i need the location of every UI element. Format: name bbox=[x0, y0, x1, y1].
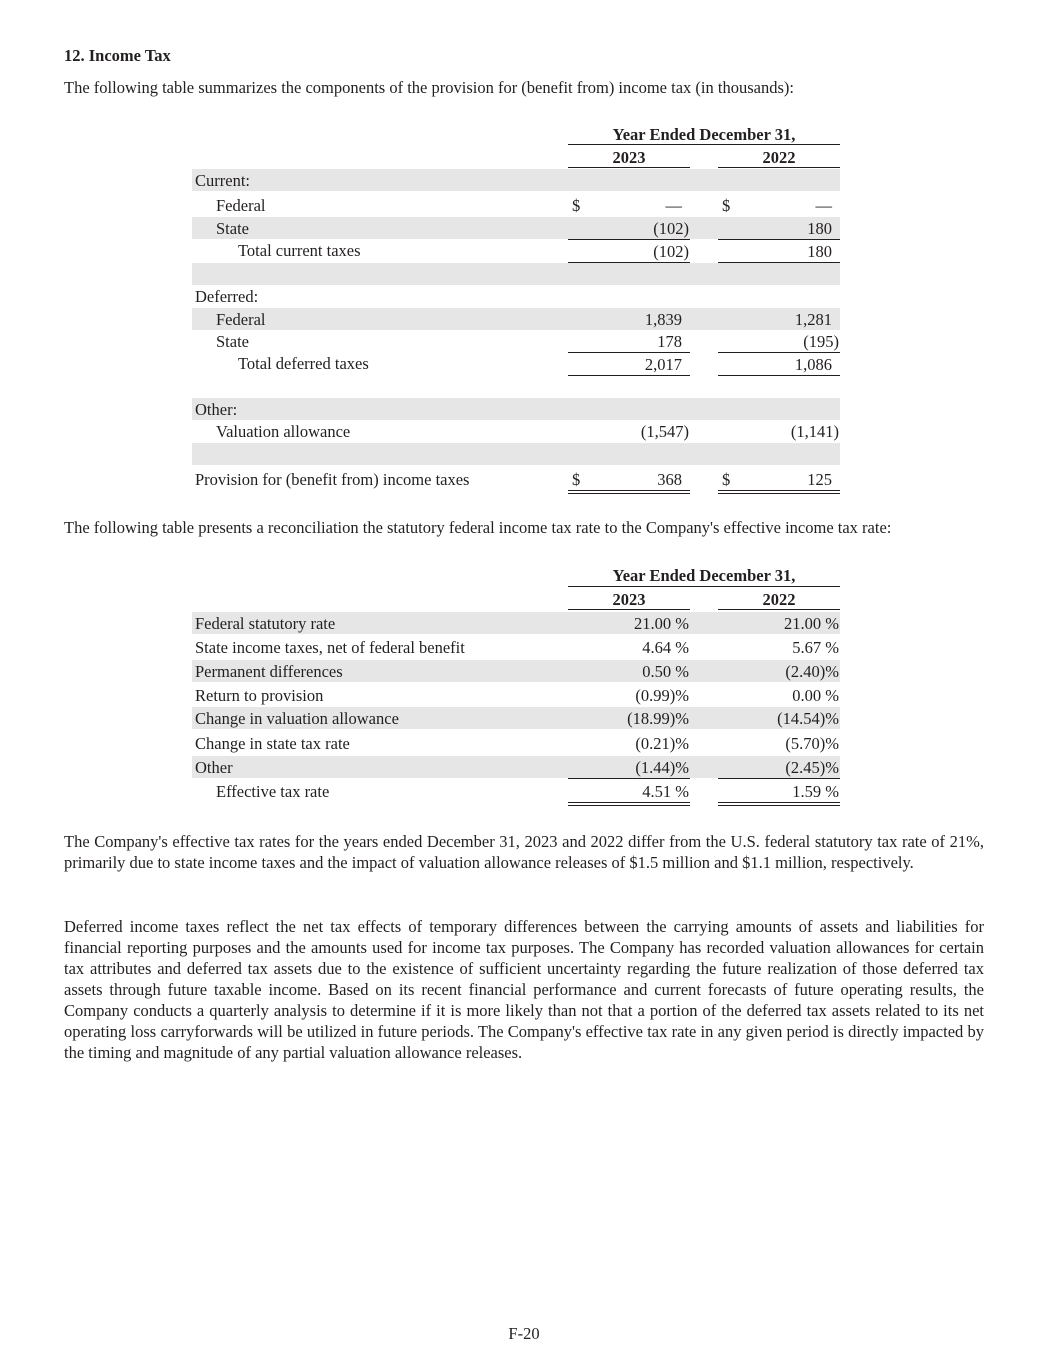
value: (1,141) bbox=[790, 422, 839, 441]
value: (0.21)% bbox=[635, 734, 689, 753]
dollar-sign: $ bbox=[572, 470, 581, 489]
value-cell bbox=[718, 732, 840, 754]
row-label: Other bbox=[195, 758, 233, 777]
value-cell bbox=[568, 352, 690, 376]
value: 5.67 % bbox=[792, 638, 839, 657]
effective-rate-paragraph: The Company's effective tax rates for the years ended December 31, 2023 and 2022 differ from the U.S. federal statutory tax rate of 21%, primarily due to state income taxes and the impact of valuation allowance releases of $1.5 million and $1.1 million, respectively. bbox=[64, 832, 984, 872]
dollar-sign: $ bbox=[572, 196, 581, 215]
value-cell bbox=[568, 330, 690, 352]
value-cell bbox=[718, 780, 840, 806]
table-row bbox=[192, 398, 840, 420]
table-row bbox=[192, 612, 840, 634]
value-cell bbox=[568, 612, 690, 634]
row-label: Return to provision bbox=[195, 686, 324, 705]
value-cell bbox=[718, 636, 840, 658]
table2-year-2023: 2023 bbox=[612, 590, 646, 609]
value: (18.99)% bbox=[627, 709, 689, 728]
value-cell bbox=[718, 707, 840, 729]
value: 1,839 bbox=[644, 310, 682, 329]
value: 180 bbox=[807, 242, 832, 261]
row-label: Total current taxes bbox=[238, 241, 361, 260]
value-cell bbox=[718, 468, 840, 494]
table-row bbox=[192, 780, 840, 802]
row-label: Total deferred taxes bbox=[238, 354, 369, 373]
value-cell bbox=[718, 684, 840, 706]
row-label: Valuation allowance bbox=[216, 422, 351, 441]
row-label: Federal bbox=[216, 310, 266, 329]
table2-year-rule bbox=[718, 609, 840, 610]
row-label: Provision for (benefit from) income taxes bbox=[195, 470, 470, 489]
table1-intro: The following table summarizes the components of the provision for (benefit from) income tax (in thousands): bbox=[64, 78, 794, 97]
row-label: State bbox=[216, 219, 249, 238]
row-label: Federal bbox=[216, 196, 266, 215]
value: (1,547) bbox=[640, 422, 689, 441]
dollar-sign: $ bbox=[722, 470, 731, 489]
table-row bbox=[192, 756, 840, 778]
row-label: Permanent differences bbox=[195, 662, 343, 681]
table-spacer-row bbox=[192, 443, 840, 465]
table-row bbox=[192, 308, 840, 330]
value-cell bbox=[568, 684, 690, 706]
table2-header-group: Year Ended December 31, bbox=[612, 566, 796, 585]
table-row bbox=[192, 330, 840, 352]
row-label: Federal statutory rate bbox=[195, 614, 336, 633]
table1-year-rule bbox=[718, 167, 840, 168]
row-label: Current: bbox=[195, 171, 250, 190]
table2-intro: The following table presents a reconciliation the statutory federal income tax rate to the Company's effective income tax rate: bbox=[64, 518, 892, 537]
value-cell bbox=[718, 352, 840, 376]
value-cell bbox=[568, 217, 690, 239]
value-cell bbox=[568, 636, 690, 658]
value-cell bbox=[718, 239, 840, 263]
value: (0.99)% bbox=[635, 686, 689, 705]
table2-year-2022: 2022 bbox=[762, 590, 796, 609]
table-spacer-row bbox=[192, 263, 840, 285]
row-label: State income taxes, net of federal benefit bbox=[195, 638, 465, 657]
value: 1.59 % bbox=[792, 782, 839, 801]
table-row bbox=[192, 732, 840, 754]
table-row bbox=[192, 707, 840, 729]
value-cell bbox=[718, 420, 840, 442]
table-row bbox=[192, 684, 840, 706]
table1-header-group: Year Ended December 31, bbox=[612, 125, 796, 144]
value-cell bbox=[568, 756, 690, 779]
value: — bbox=[815, 196, 832, 215]
value: 178 bbox=[657, 332, 682, 351]
value: (102) bbox=[653, 219, 689, 238]
page-number: F-20 bbox=[508, 1324, 540, 1343]
value-cell bbox=[718, 308, 840, 330]
table-row bbox=[192, 352, 840, 374]
value: 368 bbox=[657, 470, 682, 489]
table-row bbox=[192, 420, 840, 442]
value-cell bbox=[718, 660, 840, 682]
row-label: Deferred: bbox=[195, 287, 259, 306]
table1-year-rule bbox=[568, 167, 690, 168]
value: 21.00 % bbox=[634, 614, 689, 633]
table1-header-rule bbox=[568, 144, 840, 145]
value: 1,086 bbox=[794, 355, 832, 374]
value: (14.54)% bbox=[777, 709, 839, 728]
table-row bbox=[192, 239, 840, 261]
deferred-taxes-paragraph: Deferred income taxes reflect the net tax effects of temporary differences between the carrying amounts of assets and liabilities for financial reporting purposes and the amounts used for income tax purposes. The Company has recorded valuation allowances for certain tax attributes and deferred tax assets due to the existence of sufficient uncertainty regarding the future realization of those deferred tax assets through future taxable income. Based on its recent financial performance and current forecasts of future operating results, the Company conducts a quarterly analysis to determine if it is more likely than not that a portion of the deferred tax assets related to its net operating loss carryforwards will be utilized in future periods. The Company's effective tax rate in any given period is directly impacted by the timing and magnitude of any partial valuation allowance releases. bbox=[64, 917, 984, 1062]
row-label: Change in state tax rate bbox=[195, 734, 350, 753]
value: 180 bbox=[807, 219, 832, 238]
value-cell bbox=[718, 194, 840, 216]
value: 4.51 % bbox=[642, 782, 689, 801]
value-cell bbox=[718, 612, 840, 634]
value: 0.50 % bbox=[642, 662, 689, 681]
value: 0.00 % bbox=[792, 686, 839, 705]
row-label: Other: bbox=[195, 400, 238, 419]
table-row bbox=[192, 217, 840, 239]
value: 4.64 % bbox=[642, 638, 689, 657]
value: — bbox=[665, 196, 682, 215]
value-cell bbox=[568, 732, 690, 754]
table1-year-2022: 2022 bbox=[762, 148, 796, 167]
table1-year-2023: 2023 bbox=[612, 148, 646, 167]
row-label: Effective tax rate bbox=[216, 782, 330, 801]
table-row bbox=[192, 194, 840, 216]
value: 1,281 bbox=[794, 310, 832, 329]
table-row bbox=[192, 169, 840, 191]
value: (2.40)% bbox=[785, 662, 839, 681]
table2-year-rule bbox=[568, 609, 690, 610]
value: (102) bbox=[653, 242, 689, 261]
value-cell bbox=[568, 707, 690, 729]
value: (195) bbox=[803, 332, 839, 351]
table-row bbox=[192, 636, 840, 658]
value-cell bbox=[718, 217, 840, 239]
value-cell bbox=[568, 194, 690, 216]
table-row bbox=[192, 468, 840, 490]
row-label: Change in valuation allowance bbox=[195, 709, 399, 728]
value-cell bbox=[568, 660, 690, 682]
value: 2,017 bbox=[644, 355, 682, 374]
value-cell bbox=[718, 756, 840, 779]
section-title: 12. Income Tax bbox=[64, 46, 171, 65]
value: (2.45)% bbox=[785, 758, 839, 777]
value-cell bbox=[568, 420, 690, 442]
value-cell bbox=[568, 239, 690, 263]
table-spacer-row bbox=[192, 375, 840, 397]
value: (5.70)% bbox=[785, 734, 839, 753]
dollar-sign: $ bbox=[722, 196, 731, 215]
table-row bbox=[192, 660, 840, 682]
row-label: State bbox=[216, 332, 249, 351]
value: 21.00 % bbox=[784, 614, 839, 633]
table2-header-rule bbox=[568, 586, 840, 587]
value: (1.44)% bbox=[635, 758, 689, 777]
value-cell bbox=[568, 308, 690, 330]
table-row bbox=[192, 285, 840, 307]
value: 125 bbox=[807, 470, 832, 489]
value-cell bbox=[568, 780, 690, 806]
value-cell bbox=[718, 330, 840, 352]
value-cell bbox=[568, 468, 690, 494]
